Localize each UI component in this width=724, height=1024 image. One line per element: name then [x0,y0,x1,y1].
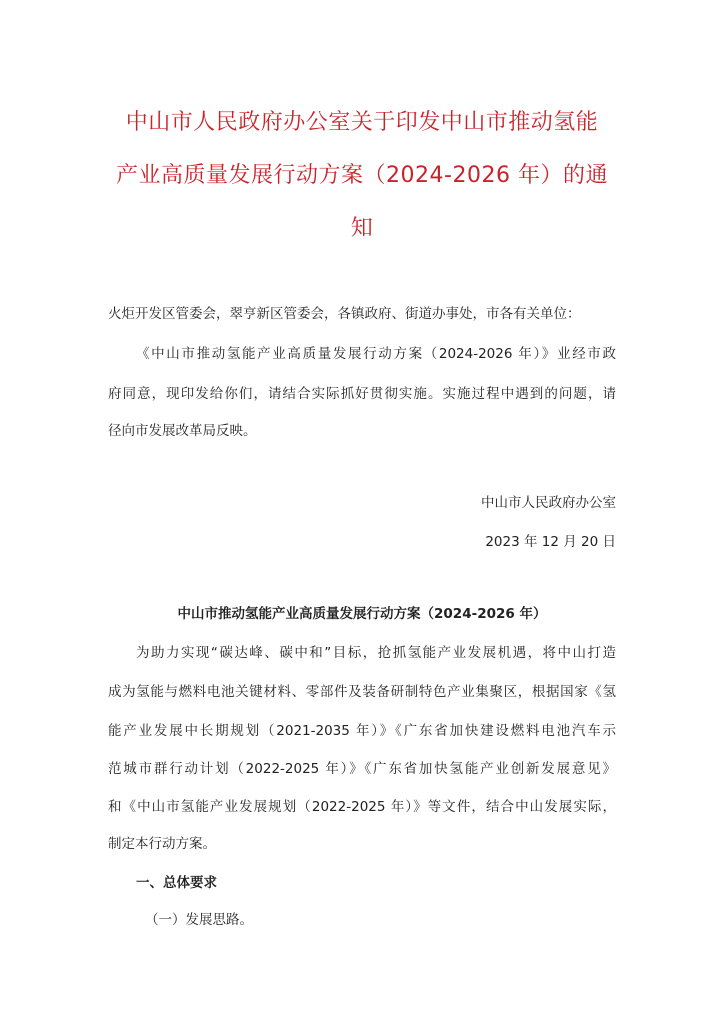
plan-intro-line: 制定本行动方案。 [108,836,216,852]
plan-title: 中山市推动氢能产业高质量发展行动方案（2024-2026 年） [177,606,547,622]
notice-title-line: 知 [350,216,374,241]
plan-intro-line: 为助力实现“碳达峰、碳中和”目标，抢抓氢能产业发展机遇，将中山打造 [136,645,616,661]
date: 2023 年 12 月 20 日 [485,534,616,550]
plan-intro-line: 范城市群行动计划（2022-2025 年）》《广东省加快氢能产业创新发展意见》 [108,761,616,777]
addressees: 火炬开发区管委会，翠亨新区管委会，各镇政府、街道办事处，市各有关单位： [108,306,581,322]
plan-intro-line: 能产业发展中长期规划（2021-2035 年）》《广东省加快建设燃料电池汽车示 [108,723,616,739]
notice-body-line: 径向市发展改革局反映。 [108,423,257,439]
subsection-heading: （一）发展思路。 [145,912,253,928]
notice-title-line: 产业高质量发展行动方案（2024-2026 年）的通 [116,163,608,188]
plan-intro-line: 成为氢能与燃料电池关键材料、零部件及装备研制特色产业集聚区，根据国家《氢 [108,684,616,700]
signature: 中山市人民政府办公室 [481,495,616,511]
notice-body-line: 府同意，现印发给你们，请结合实际抓好贯彻实施。实施过程中遇到的问题，请 [108,386,616,402]
notice-title [100,96,624,255]
plan-intro-line: 和《中山市氢能产业发展规划（2022-2025 年）》等文件，结合中山发展实际， [108,799,616,815]
notice-title-line: 中山市人民政府办公室关于印发中山市推动氢能 [125,110,599,135]
section-heading: 一、总体要求 [136,875,217,891]
notice-body-line: 《中山市推动氢能产业高质量发展行动方案（2024-2026 年）》业经市政 [136,346,616,362]
